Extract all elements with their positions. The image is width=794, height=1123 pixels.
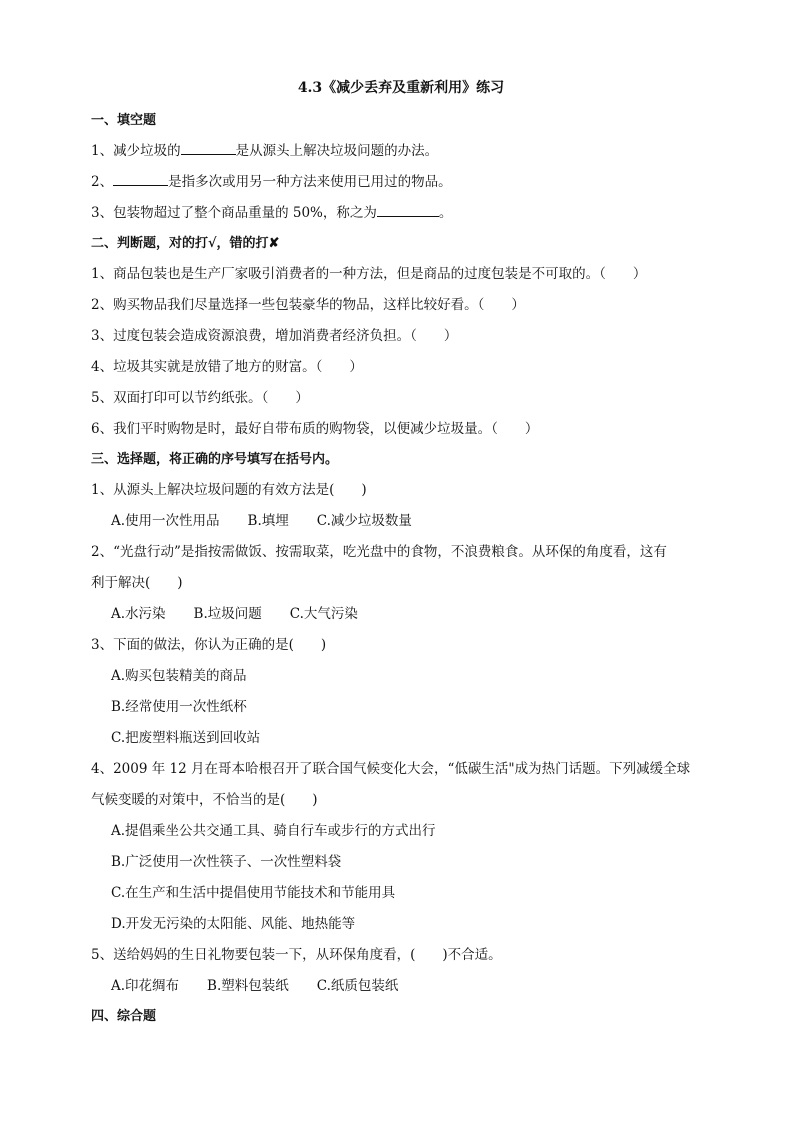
page-title: 4.3《减少丢弃及重新利用》练习: [297, 80, 505, 96]
option-c: C.纸质包装纸: [316, 978, 399, 994]
section-comprehensive-heading: 四、综合题: [91, 1009, 157, 1024]
choice-question-2-line-1: 2、“光盘行动”是指按需做饭、按需取菜，吃光盘中的食物，不浪费粮食。从环保的角度看，这有: [91, 544, 667, 560]
option-c: C.把废塑料瓶送到回收站: [111, 730, 261, 746]
answer-blank[interactable]: [377, 202, 439, 217]
fill-question-1: [91, 140, 711, 162]
option-b: B.塑料包装纸: [207, 978, 289, 994]
judge-question-4: 4、垃圾其实就是放错了地方的财富。（ ）: [91, 359, 363, 375]
fill-q2-text-a: 2、: [91, 174, 114, 190]
fill-question-2: [91, 171, 711, 193]
option-a: A.印花绸布: [111, 978, 180, 994]
choice-question-3: 3、下面的做法，你认为正确的是( ): [91, 637, 327, 653]
option-a: A.购买包装精美的商品: [111, 668, 247, 684]
worksheet: [91, 78, 711, 1036]
option-c: C.大气污染: [289, 606, 358, 622]
judge-question-5: 5、双面打印可以节约纸张。（ ）: [91, 390, 309, 406]
answer-blank[interactable]: [181, 140, 236, 155]
fill-q3-text-a: 3、包装物超过了整个商品重量的 50%，称之为: [91, 205, 377, 221]
choice-question-4-line-2: 气候变暖的对策中，不恰当的是( ): [91, 792, 318, 808]
section-choice-heading: 三、选择题，将正确的序号填写在括号内。: [91, 452, 339, 467]
section-judge-heading: 二、判断题，对的打√，错的打✘: [91, 236, 280, 251]
choice-question-4-line-1: 4、2009 年 12 月在哥本哈根召开了联合国气候变化大会，“低碳生活"成为热门话题。下列减缓全球: [91, 761, 691, 777]
section-fill-blank-heading: 一、填空题: [91, 113, 157, 128]
choice-question-1: 1、从源头上解决垃圾问题的有效方法是( ): [91, 482, 367, 498]
fill-q1-text-b: 是从源头上解决垃圾问题的办法。: [235, 143, 439, 159]
fill-q2-text-b: 是指多次或用另一种方法来使用已用过的物品。: [168, 174, 452, 190]
choice-q1-options: [111, 510, 711, 532]
option-d: D.开发无污染的太阳能、风能、地热能等: [111, 916, 356, 932]
judge-question-1: 1、商品包装也是生产厂家吸引消费者的一种方法，但是商品的过度包装是不可取的。（ ）: [91, 266, 647, 282]
answer-blank[interactable]: [113, 171, 168, 186]
option-c: C.在生产和生活中提倡使用节能技术和节能用具: [111, 885, 396, 901]
option-a: A.提倡乘坐公共交通工具、骑自行车或步行的方式出行: [111, 823, 436, 839]
choice-q5-options: [111, 975, 711, 997]
option-a: A.使用一次性用品: [111, 513, 220, 529]
judge-question-3: 3、过度包装会造成资源浪费，增加消费者经济负担。（ ）: [91, 328, 458, 344]
option-b: B.垃圾问题: [193, 606, 262, 622]
fill-question-3: [91, 202, 711, 224]
judge-question-2: 2、购买物品我们尽量选择一些包装豪华的物品，这样比较好看。（ ）: [91, 297, 525, 313]
option-c: C.减少垃圾数量: [316, 513, 412, 529]
choice-q2-options: [111, 603, 711, 625]
choice-question-2-line-2: 利于解决( ): [91, 575, 183, 591]
choice-question-5: 5、送给妈妈的生日礼物要包装一下，从环保角度看，( )不合适。: [91, 947, 502, 963]
option-b: B.广泛使用一次性筷子、一次性塑料袋: [111, 854, 342, 870]
fill-q3-text-b: 。: [438, 205, 453, 221]
judge-question-6: 6、我们平时购物是时，最好自带布质的购物袋，以便减少垃圾量。（ ）: [91, 421, 539, 437]
option-b: B.填埋: [247, 513, 289, 529]
option-b: B.经常使用一次性纸杯: [111, 699, 247, 715]
option-a: A.水污染: [111, 606, 166, 622]
fill-q1-text-a: 1、减少垃圾的: [91, 143, 181, 159]
